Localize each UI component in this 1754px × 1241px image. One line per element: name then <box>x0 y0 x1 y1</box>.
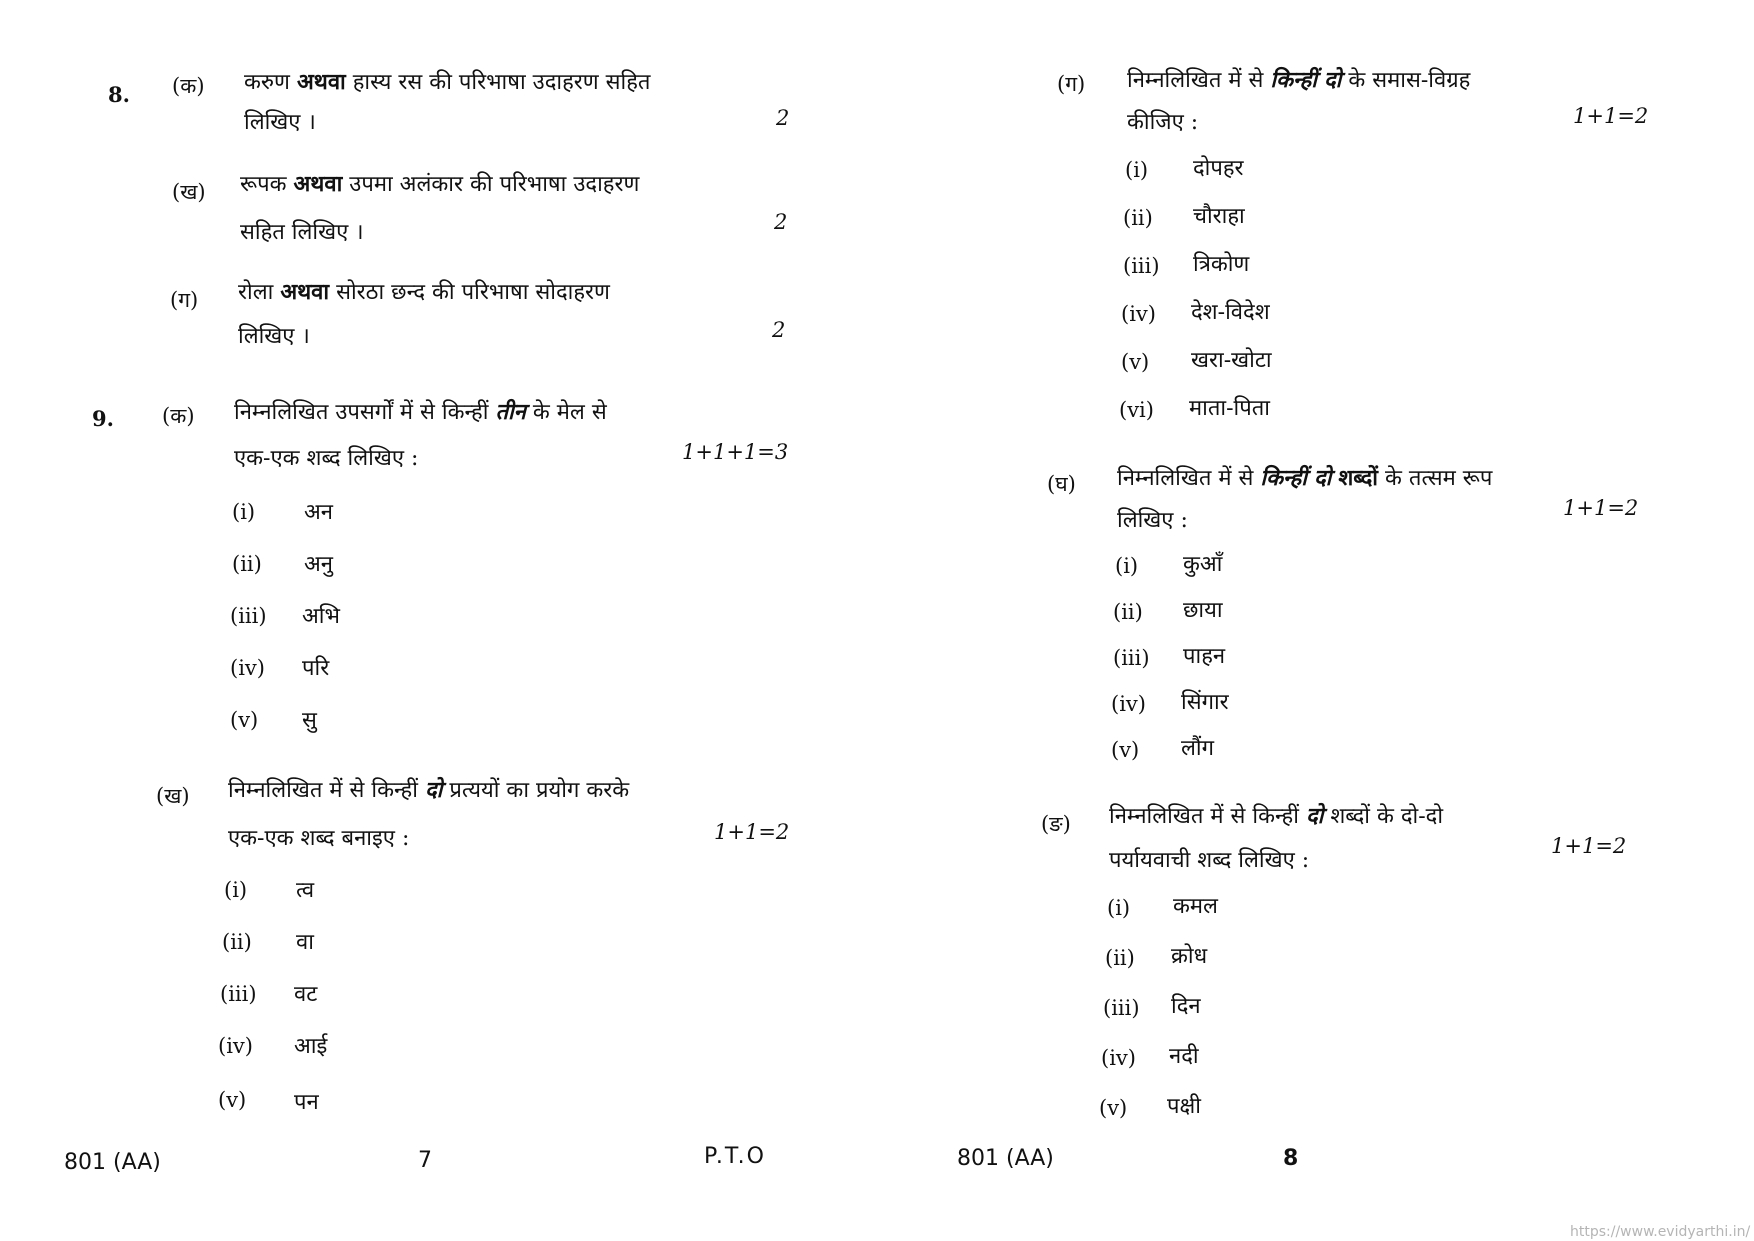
gha-option-number: (ii) <box>1113 600 1143 624</box>
q9-kha-line2: एक-एक शब्द बनाइए : <box>228 826 410 851</box>
q9-kha-option-number: (i) <box>224 878 248 902</box>
q9-kha-marks: 1+1=2 <box>714 820 790 844</box>
q9-ka-marks: 1+1+1=3 <box>682 440 789 464</box>
ga-option-word: चौराहा <box>1193 204 1245 229</box>
ga-option-number: (vi) <box>1119 398 1154 422</box>
nga-option-word: कमल <box>1173 894 1218 919</box>
nga-option-number: (ii) <box>1105 946 1135 970</box>
q8-ga-label: (ग) <box>170 288 199 312</box>
gha-option-word: छाया <box>1183 598 1223 623</box>
q8-kha-line1: रूपक अथवा उपमा अलंकार की परिभाषा उदाहरण <box>240 171 640 197</box>
q8-ga-line2: लिखिए । <box>238 324 310 349</box>
gha-option-word: सिंगार <box>1181 690 1229 715</box>
nga-marks: 1+1=2 <box>1551 834 1627 858</box>
pto-label: P.T.O <box>704 1144 766 1169</box>
q8-kha-marks: 2 <box>774 210 788 234</box>
page-number: 7 <box>418 1148 432 1173</box>
q8-kha-label: (ख) <box>172 180 206 204</box>
q9-kha-option-number: (iv) <box>218 1034 253 1058</box>
ga-option-number: (i) <box>1125 158 1149 182</box>
question-number-8: 8. <box>108 82 130 107</box>
gha-option-number: (v) <box>1111 738 1140 762</box>
q9-ka-option-number: (iv) <box>230 656 265 680</box>
q9-kha-option-number: (v) <box>218 1088 247 1112</box>
gha-option-number: (iv) <box>1111 692 1146 716</box>
ga-option-word: खरा-खोटा <box>1191 348 1272 373</box>
right-page <box>877 0 1754 1241</box>
gha-line1: निम्नलिखित में से किन्हीं दो शब्दों के तत्सम रूप <box>1117 465 1493 491</box>
ga-option-number: (v) <box>1121 350 1150 374</box>
q8-ka-line2: लिखिए । <box>244 110 316 135</box>
q9-ka-option-number: (i) <box>232 500 256 524</box>
gha-marks: 1+1=2 <box>1563 496 1639 520</box>
nga-label: (ङ) <box>1041 812 1071 836</box>
ga-option-number: (iii) <box>1123 254 1160 278</box>
nga-option-number: (i) <box>1107 896 1131 920</box>
q8-kha-line2: सहित लिखिए । <box>240 220 364 245</box>
paper-code: 801 (AA) <box>64 1150 161 1175</box>
q9-kha-option-number: (iii) <box>220 982 257 1006</box>
q9-kha-option-number: (ii) <box>222 930 252 954</box>
q9-ka-option-word: अभि <box>302 604 340 629</box>
gha-option-number: (iii) <box>1113 646 1150 670</box>
paper-code: 801 (AA) <box>957 1146 1054 1171</box>
ga-label: (ग) <box>1057 72 1086 96</box>
q9-ka-option-word: परि <box>302 656 330 681</box>
gha-option-word: कुआँ <box>1183 552 1223 577</box>
q9-kha-option-word: त्व <box>296 878 315 903</box>
page-number: 8 <box>1283 1146 1299 1171</box>
ga-option-word: देश-विदेश <box>1191 300 1270 325</box>
q9-ka-option-word: अन <box>304 500 334 525</box>
nga-option-word: पक्षी <box>1167 1094 1201 1119</box>
question-number-9: 9. <box>92 406 114 431</box>
nga-option-number: (iv) <box>1101 1046 1136 1070</box>
ga-line2: कीजिए : <box>1127 110 1199 135</box>
watermark-url: https://www.evidyarthi.in/ <box>1570 1224 1751 1240</box>
ga-option-word: माता-पिता <box>1189 396 1270 421</box>
nga-option-word: क्रोध <box>1171 944 1208 969</box>
ga-option-word: त्रिकोण <box>1193 252 1250 277</box>
q9-kha-option-word: वा <box>296 930 314 955</box>
q9-ka-line2: एक-एक शब्द लिखिए : <box>234 446 419 471</box>
ga-option-word: दोपहर <box>1193 156 1244 181</box>
q8-ka-label: (क) <box>172 74 205 98</box>
nga-option-word: नदी <box>1169 1044 1199 1069</box>
gha-option-word: पाहन <box>1183 644 1226 669</box>
q8-ka-marks: 2 <box>776 106 790 130</box>
q9-ka-option-number: (v) <box>230 708 259 732</box>
gha-option-word: लौंग <box>1181 736 1215 761</box>
nga-line1: निम्नलिखित में से किन्हीं दो शब्दों के दो-दो <box>1109 803 1444 829</box>
gha-label: (घ) <box>1047 472 1076 496</box>
gha-option-number: (i) <box>1115 554 1139 578</box>
ga-marks: 1+1=2 <box>1573 104 1649 128</box>
q9-ka-option-word: अनु <box>304 552 334 577</box>
q9-kha-label: (ख) <box>156 784 190 808</box>
q8-ga-line1: रोला अथवा सोरठा छन्द की परिभाषा सोदाहरण <box>238 279 610 305</box>
ga-line1: निम्नलिखित में से किन्हीं दो के समास-विग्रह <box>1127 67 1471 93</box>
nga-option-word: दिन <box>1171 994 1201 1019</box>
nga-line2: पर्यायवाची शब्द लिखिए : <box>1109 848 1310 873</box>
q9-ka-line1: निम्नलिखित उपसर्गों में से किन्हीं तीन के मेल से <box>234 399 607 425</box>
q9-ka-option-word: सु <box>302 708 317 733</box>
q9-kha-option-word: आई <box>294 1034 328 1059</box>
q8-ka-line1: करुण अथवा हास्य रस की परिभाषा उदाहरण सहित <box>244 69 651 95</box>
ga-option-number: (iv) <box>1121 302 1156 326</box>
nga-option-number: (iii) <box>1103 996 1140 1020</box>
nga-option-number: (v) <box>1099 1096 1128 1120</box>
q9-kha-line1: निम्नलिखित में से किन्हीं दो प्रत्ययों का प्रयोग करके <box>228 777 630 803</box>
ga-option-number: (ii) <box>1123 206 1153 230</box>
q9-ka-option-number: (iii) <box>230 604 267 628</box>
q9-ka-label: (क) <box>162 404 195 428</box>
q9-ka-option-number: (ii) <box>232 552 262 576</box>
q9-kha-option-word: पन <box>294 1090 319 1115</box>
q9-kha-option-word: वट <box>294 982 318 1007</box>
gha-line2: लिखिए : <box>1117 508 1188 533</box>
q8-ga-marks: 2 <box>772 318 786 342</box>
